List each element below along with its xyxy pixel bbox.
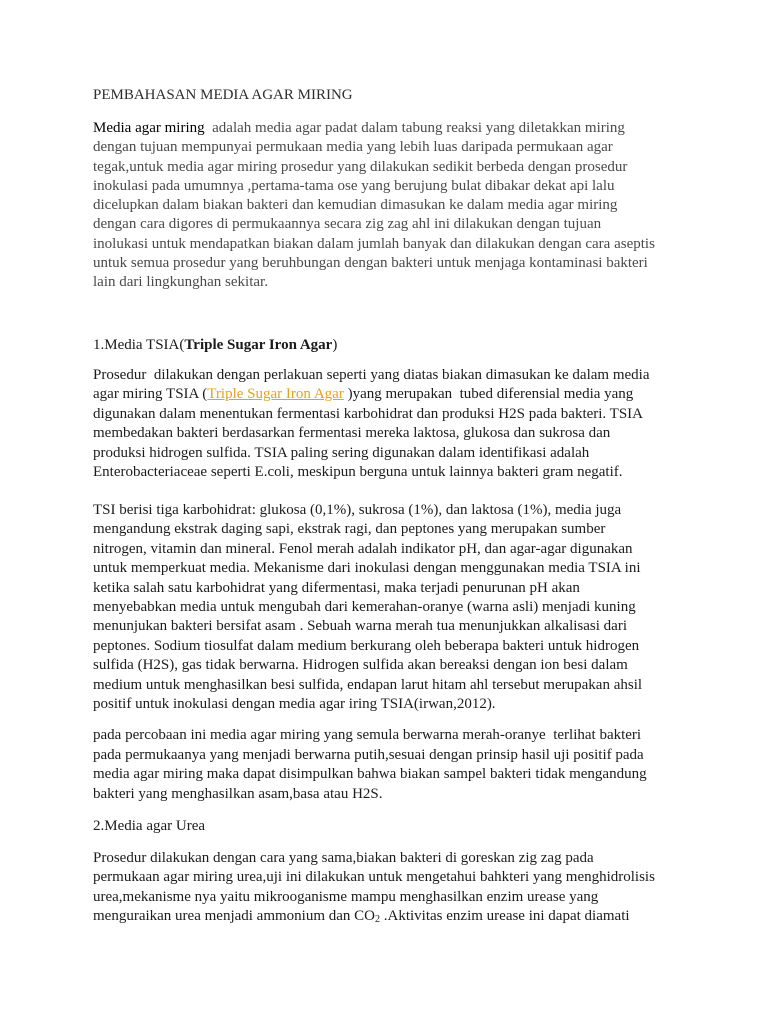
urea-line-3: urea,mekanisme nya yaitu mikrooganisme mampu menghasilkan enzim urease yang <box>93 888 599 905</box>
intro-line-2: dengan tujuan mempunyai permukaan media yang lebih luas daripada permukaan agar <box>93 139 613 156</box>
tsia-line-5: produksi hidrogen sulfida. TSIA paling sering digunakan dalam identifikasi adalah <box>93 444 590 461</box>
heading-text: PEMBAHASAN MEDIA AGAR MIRING <box>93 87 353 103</box>
intro-line-6: dengan cara digores di permukaannya secara zig zag ahl ini dilakukan dengan tujuan <box>93 216 602 233</box>
tsi-paragraph <box>93 501 753 714</box>
section-1-heading <box>93 336 753 355</box>
tsi-line-5: ketika salah satu karbohidrat yang difermentasi, maka terjadi penurunan pH akan <box>93 579 580 596</box>
intro-line-1 <box>93 119 753 138</box>
tsia-line-1: Prosedur dilakukan dengan perlakuan seperti yang diatas biakan dimasukan ke dalam media <box>93 367 650 383</box>
tsi-line-3: nitrogen, vitamin dan mineral. Fenol merah adalah indikator pH, dan agar-agar digunakan <box>93 540 633 557</box>
tsia-line-4: membedakan bakteri berdasarkan fermentasi mereka laktosa, glukosa dan sukrosa dan <box>93 425 611 442</box>
tsi-line-10: medium untuk menghasilkan besi sulfida, endapan larut hitam ahl tersebut merupakan ahsil <box>93 676 643 693</box>
section-2-heading <box>93 817 753 836</box>
section-2-line: 2.Media agar Urea <box>93 818 206 834</box>
urea-line-4 <box>93 907 753 926</box>
document-heading <box>93 86 753 105</box>
tsia-line-3: digunakan dalam menentukan fermentasi karbohidrat dan produksi H2S pada bakteri. TSIA <box>93 405 643 422</box>
tsia-link[interactable]: Triple Sugar Iron Agar <box>207 386 344 403</box>
tsi-line-6: menyebabkan media untuk mengubah dari kemerahan-oranye (warna asli) menjadi kuning <box>93 599 636 616</box>
tsia-line-2 <box>93 385 753 404</box>
percobaan-line-1: pada percobaan ini media agar miring yang semula berwarna merah-oranye terlihat bakteri <box>93 727 642 743</box>
section-1-prefix: 1.Media TSIA( <box>93 337 185 353</box>
tsi-line-4: untuk memperkuat media. Mekanisme dari inokulasi dengan menggunakan media TSIA ini <box>93 560 641 577</box>
intro-paragraph <box>93 119 753 293</box>
intro-line-1-rest: adalah media agar padat dalam tabung reaksi yang diletakkan miring <box>204 120 625 136</box>
intro-line-5: dicelupkan dalam biakan bakteri dan kemudian dimasukan ke dalam media agar miring <box>93 197 618 214</box>
co2-subscript: 2 <box>375 913 381 925</box>
urea-line-2: permukaan agar miring urea,uji ini dilakukan untuk mengetahui bahkteri yang menghidrolisis <box>93 869 655 886</box>
urea-paragraph <box>93 849 753 926</box>
section-1-bold-title: Triple Sugar Iron Agar <box>184 337 333 353</box>
tsi-line-11: positif untuk inokulasi dengan media agar iring TSIA(irwan,2012). <box>93 696 496 713</box>
intro-line-8: untuk semua prosedur yang beruhbungan dengan bakteri untuk menjaga kontaminasi bakteri <box>93 255 648 272</box>
percobaan-paragraph <box>93 726 753 805</box>
tsia-line-2-pre: agar miring TSIA ( <box>93 386 208 403</box>
tsia-line-2-post: )yang merupakan tubed diferensial media yang <box>343 386 634 403</box>
intro-line-4: inokulasi pada umumnya ,pertama-tama ose yang berujung bulat dibakar dekat api lalu <box>93 177 615 194</box>
intro-line-7: inolukasi untuk mendapatkan biakan dalam jumlah banyak dan dilakukan dengan cara aseptis <box>93 235 655 252</box>
intro-line-3: tegak,untuk media agar miring prosedur yang dilakukan sedikit berbeda dengan prosedur <box>93 158 628 175</box>
percobaan-line-4: bakteri yang menghasilkan asam,basa atau H2S. <box>93 786 383 803</box>
urea-line-4-pre: menguraikan urea menjadi ammonium dan CO <box>93 907 376 924</box>
urea-line-1: Prosedur dilakukan dengan cara yang sama,biakan bakteri di goreskan zig zag pada <box>93 850 594 866</box>
percobaan-line-2: pada permukaanya yang menjadi berwarna putih,sesuai dengan prinsip hasil uji positif pada <box>93 746 644 763</box>
urea-line-4-post: .Aktivitas enzim urease ini dapat diamati <box>380 907 630 924</box>
section-1-line <box>93 336 753 355</box>
intro-line-9: lain dari lingkunghan sekitar. <box>93 274 268 291</box>
tsi-line-1: TSI berisi tiga karbohidrat: glukosa (0,1%), sukrosa (1%), dan laktosa (1%), media juga <box>93 502 622 518</box>
tsia-line-6: Enterobacteriaceae seperti E.coli, meskipun berguna untuk lainnya bakteri gram negatif. <box>93 464 623 481</box>
tsi-line-2: mengandung ekstrak daging sapi, ekstrak ragi, dan peptones yang merupakan sumber <box>93 521 606 538</box>
tsi-line-8: peptones. Sodium tiosulfat dalam medium berkurang oleh beberapa bakteri untuk hidrogen <box>93 637 640 654</box>
intro-lead-term: Media agar miring <box>93 120 205 136</box>
percobaan-line-3: media agar miring maka dapat disimpulkan bahwa biakan sampel bakteri tidak mengandung <box>93 766 647 783</box>
tsia-paragraph <box>93 366 753 482</box>
tsi-line-7: menunjukan bakteri bersifat asam . Sebuah warna merah tua menunjukkan alkalisasi dari <box>93 618 627 635</box>
section-1-suffix: ) <box>332 337 338 353</box>
tsi-line-9: sulfida (H2S), gas tidak berwarna. Hidrogen sulfida akan bereaksi dengan ion besi dalam <box>93 657 628 674</box>
